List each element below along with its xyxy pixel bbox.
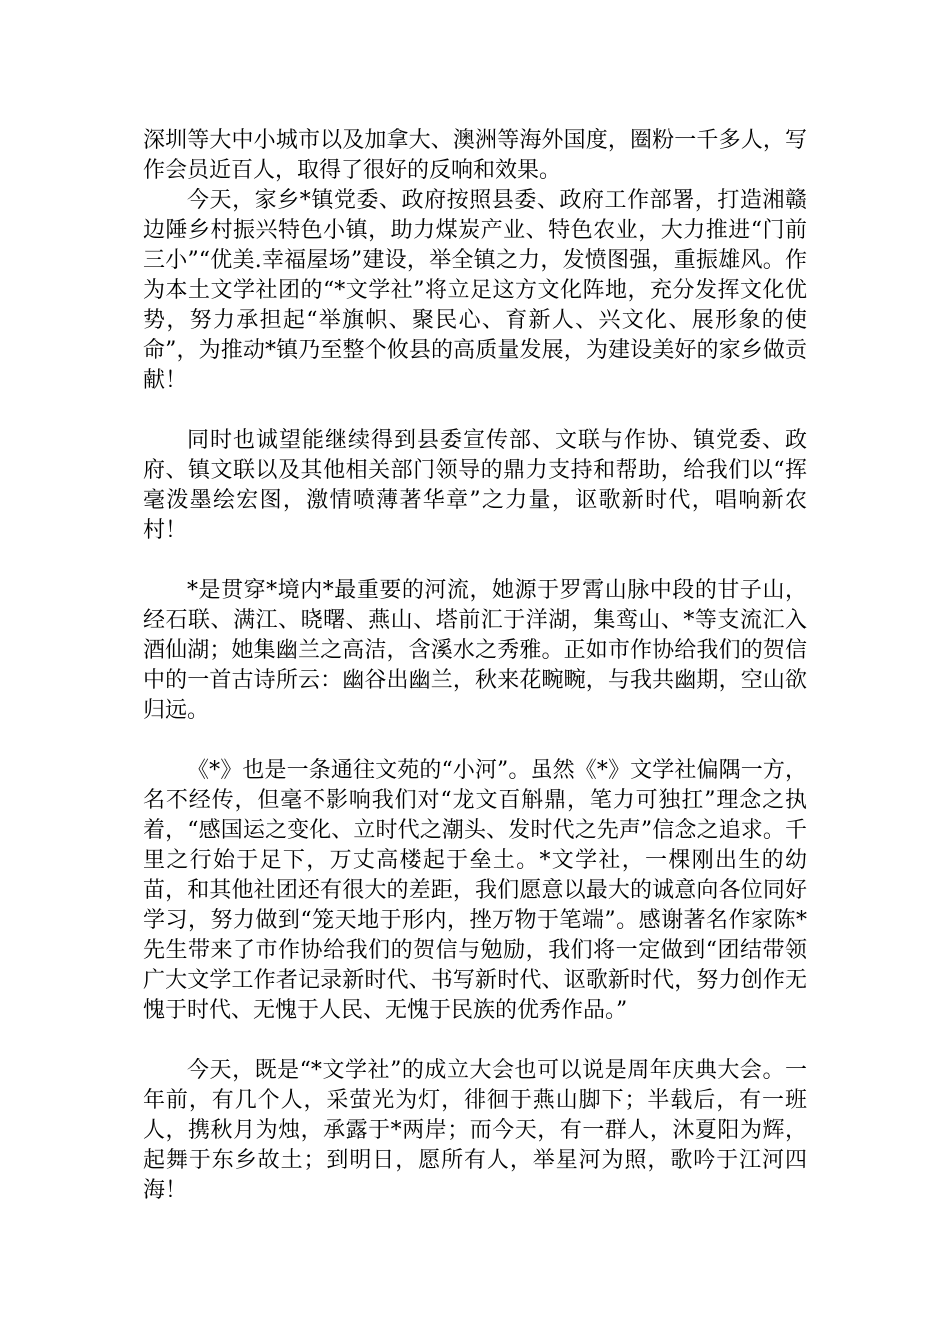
paragraph-anniversary: 今天，既是“*文学社”的成立大会也可以说是周年庆典大会。一年前，有几个人，采萤光为灯，徘徊于燕山脚下；半载后，有一班人，携秋月为烛，承露于*两岸；而今天，有一群人，沐夏阳为辉，起舞于东乡故土；到明日，愿所有人，举星河为照，歌吟于江河四海！ [143, 1058, 807, 1203]
paragraph-continuation: 深圳等大中小城市以及加拿大、澳洲等海外国度，圈粉一千多人，写作会员近百人，取得了很好的反响和效果。 [143, 128, 807, 183]
paragraph-support-request: 同时也诚望能继续得到县委宣传部、文联与作协、镇党委、政府、镇文联以及其他相关部门领导的鼎力支持和帮助，给我们以“挥毫泼墨绘宏图，激情喷薄著华章”之力量，讴歌新时代，唱响新农村！ [143, 428, 807, 543]
document-body [143, 126, 807, 1206]
paragraph-hometown-development: 今天，家乡*镇党委、政府按照县委、政府工作部署，打造湘赣边陲乡村振兴特色小镇，助力煤炭产业、特色农业，大力推进“门前三小”“优美.幸福屋场”建设，举全镇之力，发愤图强，重振雄风。作为本土文学社团的“*文学社”将立足这方文化阵地，充分发挥文化优势，努力承担起“举旗帜、聚民心、育新人、兴文化、展形象的使命”，为推动*镇乃至整个攸县的高质量发展，为建设美好的家乡做贡献！ [143, 188, 807, 393]
paragraph-literary-society: 《*》也是一条通往文苑的“小河”。虽然《*》文学社偏隅一方，名不经传，但毫不影响我们对“龙文百斛鼎，笔力可独扛”理念之执着，“感国运之变化、立时代之潮头、发时代之先声”信念之追求。千里之行始于足下，万丈高楼起于垒土。*文学社，一棵刚出生的幼苗，和其他社团还有很大的差距，我们愿意以最大的诚意向各位同好学习，努力做到“笼天地于形内，挫万物于笔端”。感谢著名作家陈*先生带来了市作协给我们的贺信与勉励，我们将一定做到“团结带领广大文学工作者记录新时代、书写新时代、讴歌新时代，努力创作无愧于时代、无愧于人民、无愧于民族的优秀作品。” [143, 758, 807, 1023]
paragraph-river-description: *是贯穿*境内*最重要的河流，她源于罗霄山脉中段的甘子山，经石联、满江、晓曙、燕山、塔前汇于洋湖，集鸾山、*等支流汇入酒仙湖；她集幽兰之高洁，含溪水之秀雅。正如市作协给我们的贺信中的一首古诗所云：幽谷出幽兰，秋来花畹畹，与我共幽期，空山欲归远。 [143, 578, 807, 723]
